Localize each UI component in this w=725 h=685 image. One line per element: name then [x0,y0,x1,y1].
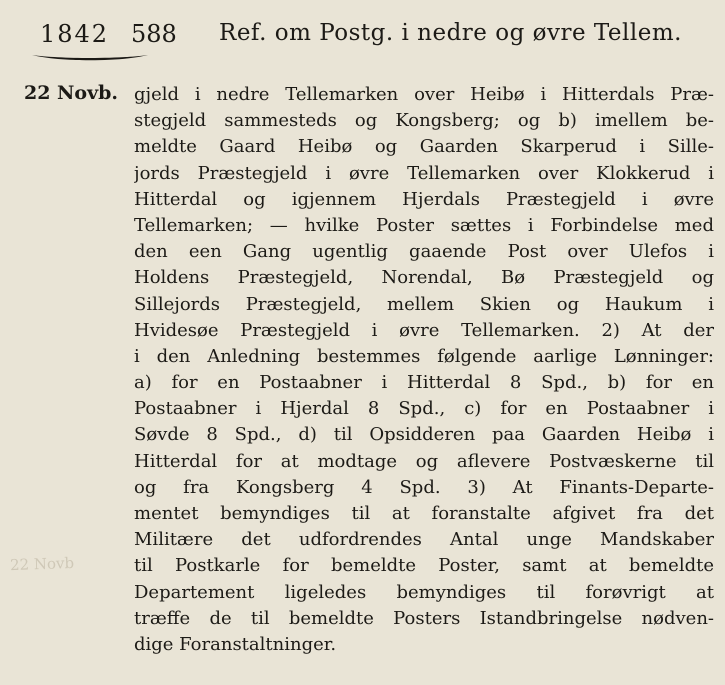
text-line: Tellemarken; — hvilke Poster sættes i Forbindelse med [134,214,714,236]
text-line: Holdens Præstegjeld, Norendal, Bø Præstegjeld og [134,267,714,289]
text-line: Hitterdal og igjennem Hjerdals Præstegjeld i øvre [134,188,714,210]
text-line: i den Anledning bestemmes følgende aarlige Lønninger: [134,345,714,367]
text-line: Hvidesøe Præstegjeld i øvre Tellemarken. 2) At der [134,319,714,341]
header-year: 1842 [40,20,110,48]
text-line: dige Foranstaltninger. [134,633,337,655]
entry-date: 22 Novb. [24,82,119,104]
text-line: a) for en Postaabner i Hitterdal 8 Spd., b) for en [134,372,714,394]
page-header [0,12,725,52]
text-line: mentet bemyndiges til at foranstalte afgivet fra det [134,503,714,524]
entry-text [134,82,714,658]
text-line: Søvde 8 Spd., d) til Opsidderen paa Gaarden Heibø i [134,424,714,446]
text-line: Hitterdal for at modtage og aflevere Postvæskerne til [134,450,714,472]
text-line: Postaabner i Hjerdal 8 Spd., c) for en Postaabner i [134,398,714,420]
text-line: Departement ligeledes bemyndiges til forøvrigt at [134,581,714,603]
swash-ornament [30,50,150,64]
text-line: Militære det udfordrendes Antal unge Mandskaber [134,529,714,551]
text-line: træffe de til bemeldte Posters Istandbringelse nødven- [134,607,714,629]
text-line: og fra Kongsberg 4 Spd. 3) At Finants-Departe- [134,476,714,498]
page-number: 588 [131,20,177,48]
text-line: jords Præstegjeld i øvre Tellemarken over Klokkerud i [134,162,714,184]
text-line: den een Gang ugentlig gaaende Post over Ulefos i [134,241,714,263]
text-line: meldte Gaard Heibø og Gaarden Skarperud i Sille- [134,136,714,158]
text-line: gjeld i nedre Tellemarken over Heibø i Hitterdals Præ- [134,84,714,105]
text-line: stegjeld sammesteds og Kongsberg; og b) imellem be- [134,110,714,132]
text-line: Sillejords Præstegjeld, mellem Skien og Haukum i [134,293,714,315]
bleed-through-text: 22 Novb [9,553,75,575]
text-line: til Postkarle for bemeldte Poster, samt at bemeldte [134,555,714,577]
running-title: Ref. om Postg. i nedre og øvre Tellem. [219,20,682,46]
